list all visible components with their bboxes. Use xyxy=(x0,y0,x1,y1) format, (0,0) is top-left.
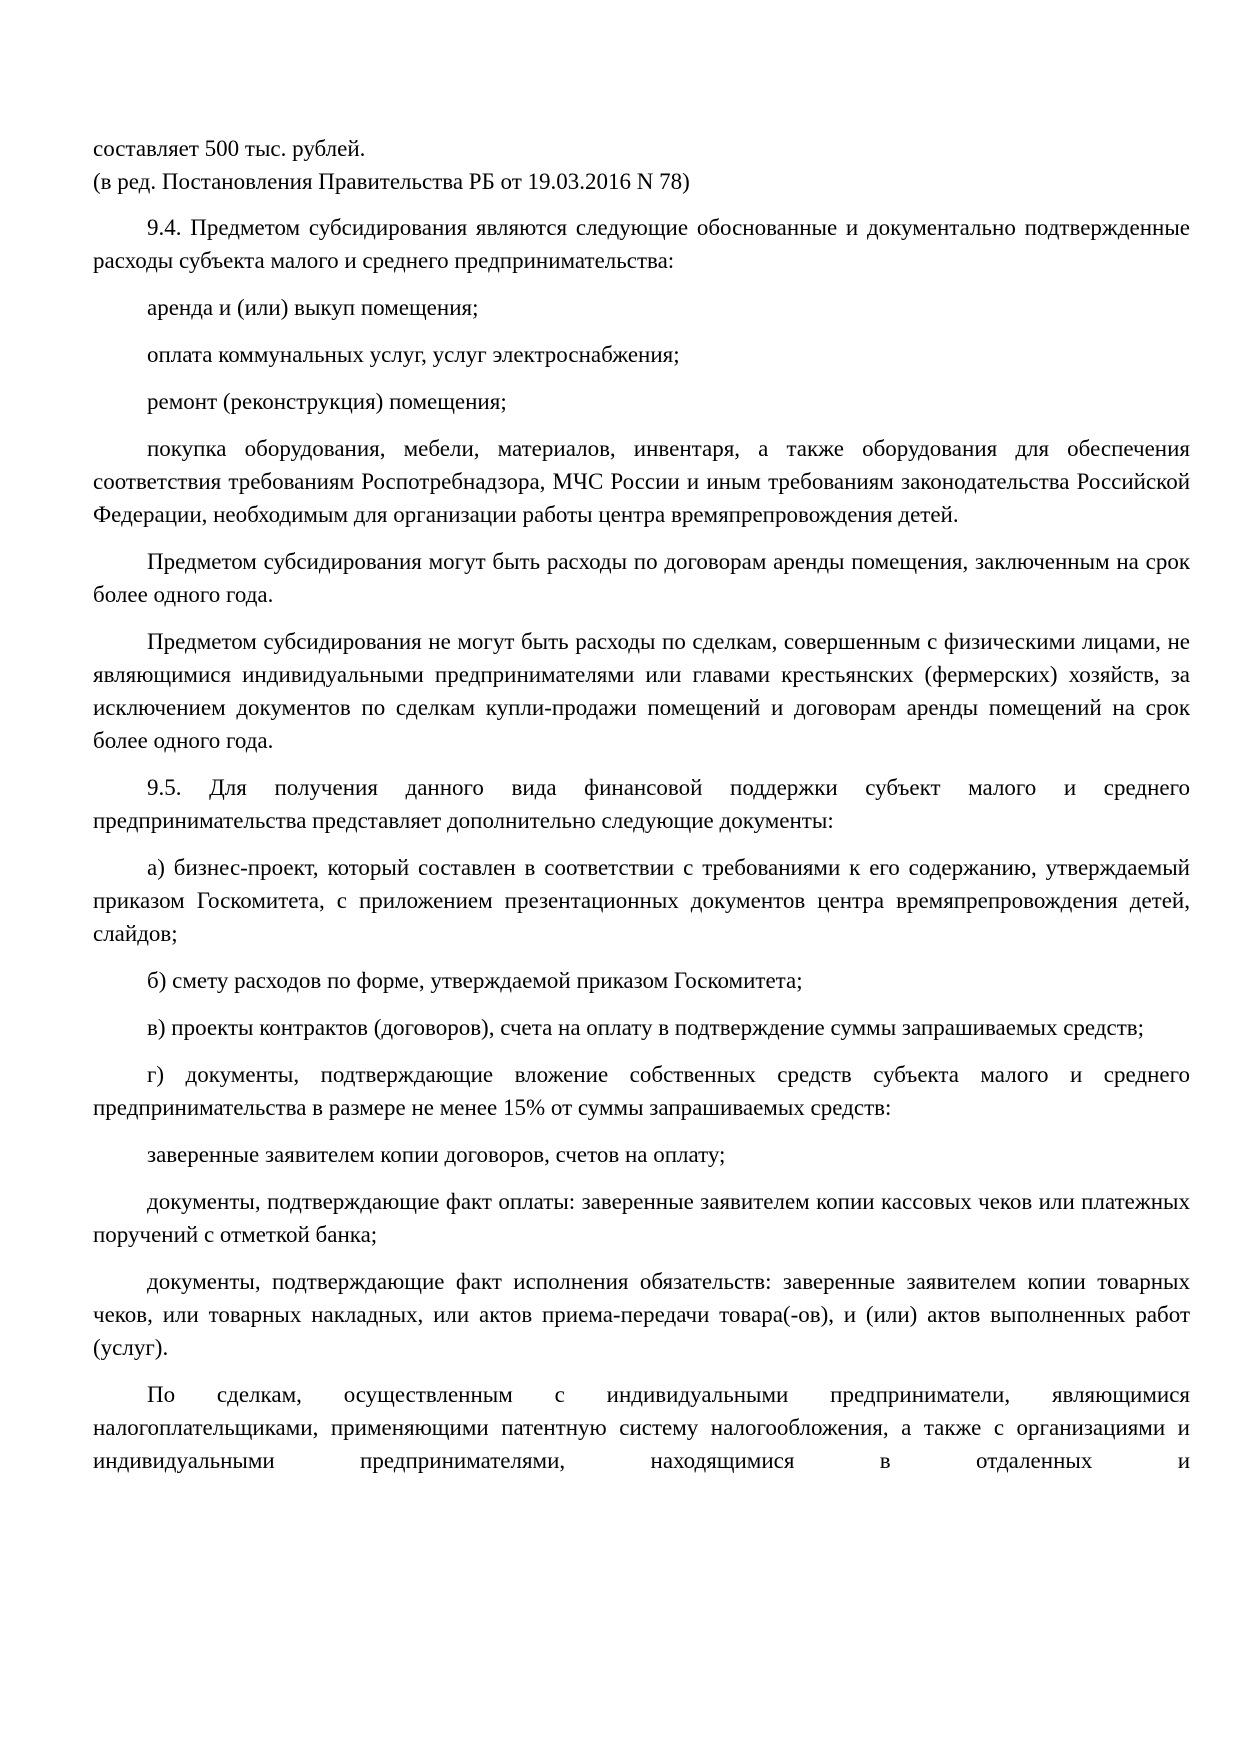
item-a-business-project: а) бизнес-проект, который составлен в соответствии с требованиями к его содержанию, утверждаемый приказом Госкомитета, с приложением презентационных документов центра времяпрепровождения детей, слайдов; xyxy=(93,855,1190,946)
item-certified-copies: заверенные заявителем копии договоров, счетов на оплату; xyxy=(147,1142,726,1167)
item-fulfillment-proof-docs: документы, подтверждающие факт исполнения обязательств: заверенные заявителем копии товарных чеков, или товарных накладных, или актов приема-передачи товара(-ов), и (или) актов выполненных работ (услуг). xyxy=(93,1269,1190,1360)
item-utilities: оплата коммунальных услуг, услуг электроснабжения; xyxy=(147,342,680,367)
para-lease-allowed: Предметом субсидирования могут быть расходы по договорам аренды помещения, заключенным на срок более одного года. xyxy=(93,549,1190,607)
item-b-expense-estimate: б) смету расходов по форме, утверждаемой приказом Госкомитета; xyxy=(147,968,803,993)
para-patent-taxpayers: По сделкам, осуществленным с индивидуальными предприниматели, являющимися налогоплательщиками, применяющими патентную систему налогообложения, а также с организациями и индивидуальными предпринимателями, находящимися в отдаленных и xyxy=(93,1382,1190,1473)
intro-block xyxy=(93,132,1190,198)
intro-amount-line: составляет 500 тыс. рублей. xyxy=(93,136,366,161)
item-g-own-funds-docs: г) документы, подтверждающие вложение собственных средств субъекта малого и среднего предпринимательства в размере не менее 15% от суммы запрашиваемых средств: xyxy=(93,1062,1190,1120)
item-repair: ремонт (реконструкция) помещения; xyxy=(147,389,507,414)
clause-9-5: 9.5. Для получения данного вида финансовой поддержки субъект малого и среднего предпринимательства представляет дополнительно следующие документы: xyxy=(93,775,1190,833)
para-deals-not-allowed: Предметом субсидирования не могут быть расходы по сделкам, совершенным с физическими лицами, не являющимися индивидуальными предпринимателями или главами крестьянских (фермерских) хозяйств, за исключением документов по сделкам купли-продажи помещений и договорам аренды помещений на срок более одного года. xyxy=(93,629,1190,753)
item-equipment-purchase: покупка оборудования, мебели, материалов, инвентаря, а также оборудования для обеспечения соответствия требованиям Роспотребнадзора, МЧС России и иным требованиям законодательства Российской Федерации, необходимым для организации работы центра времяпрепровождения детей. xyxy=(93,436,1190,527)
amendment-note: (в ред. Постановления Правительства РБ от 19.03.2016 N 78) xyxy=(93,169,690,194)
clause-9-4: 9.4. Предметом субсидирования являются следующие обоснованные и документально подтвержденные расходы субъекта малого и среднего предпринимательства: xyxy=(93,215,1190,273)
item-payment-proof-docs: документы, подтверждающие факт оплаты: заверенные заявителем копии кассовых чеков или платежных поручений с отметкой банка; xyxy=(93,1189,1190,1247)
item-v-contract-drafts: в) проекты контрактов (договоров), счета на оплату в подтверждение суммы запрашиваемых средств; xyxy=(147,1015,1145,1040)
item-rent: аренда и (или) выкуп помещения; xyxy=(147,295,479,320)
